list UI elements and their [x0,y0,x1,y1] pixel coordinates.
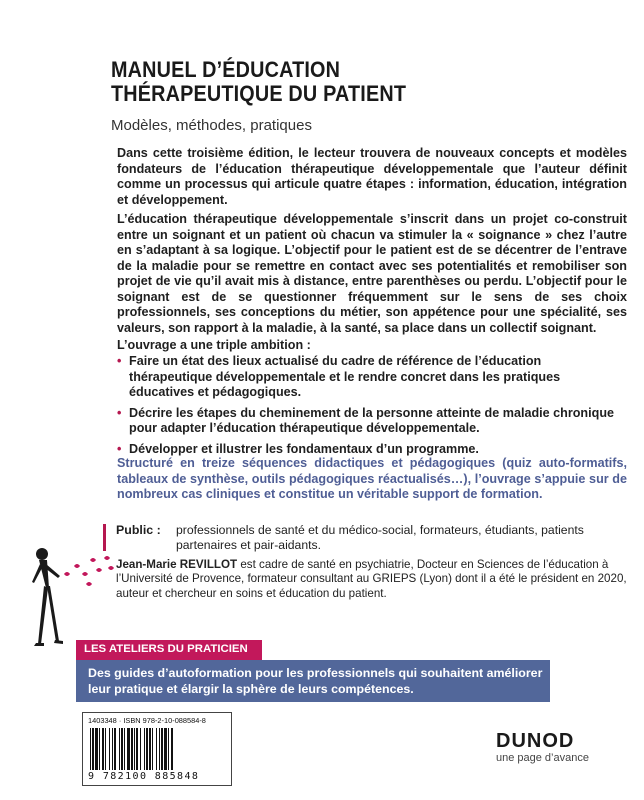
barcode-bar [131,728,133,770]
barcode-bar [146,728,148,770]
structure-highlight: Structuré en treize séquences didactiques et pédagogiques (quiz auto-formatifs, tableaux de synthèse, outils pédagogiques réactualisés…), l’ouvrage s’appuie sur de nombreux cas cliniques et constitue un véritable support de formation. [117,456,627,501]
barcode-bar [92,728,94,770]
book-title-line-1: MANUEL D’ÉDUCATION [111,57,341,82]
publisher-name: DUNOD [496,730,575,752]
barcode-bar [105,728,106,770]
ambition-item-3 [117,442,627,458]
publisher-tagline: une page d’avance [496,752,589,764]
isbn-barcode [82,712,232,786]
barcode-bar [140,728,141,770]
barcode-bar [159,728,160,770]
bullet-dot-icon: • [117,405,122,420]
isbn-reference: 1403348 · ISBN 978-2-10-088584-8 [88,716,206,725]
ambition-item-1 [117,354,627,401]
barcode-icon [88,728,226,770]
bullet-dot-icon: • [117,441,122,456]
collection-name: LES ATELIERS DU PRATICIEN [84,643,248,655]
walking-silhouette-icon [20,540,120,650]
barcode-bar [164,728,167,770]
barcode-bar [109,728,110,770]
barcode-bar [112,728,113,770]
barcode-bar [127,728,130,770]
publisher-logo [496,730,606,764]
barcode-bar [114,728,116,770]
blurb-paragraph-2: L’éducation thérapeutique développementale s’inscrit dans un projet co-construit entre un soignant et un patient où chacun va stimuler la « soignance » chez l’autre en s’adaptant à sa logique. L’objectif pour le patient est de se décentrer de l’entrave de la maladie pour se remettre en contact avec ses potentialités et remobiliser son projet de vie qu’il avait mis à distance, entre parenthèses ou perdu. L’objectif pour le soignant est de se questionner fréquemment sur le sens de ses choix professionnels, ses conceptions du métier, son appétence pour une spécialité, ses valeurs, son rapport à la maladie, à la santé, sa place dans un collectif soignant. [117,212,627,335]
book-subtitle: Modèles, méthodes, pratiques [111,117,312,134]
barcode-bar [124,728,125,770]
collection-description: Des guides d’autoformation pour les professionnels qui souhaitent améliorer leur pratique et élargir la sphère de leurs compétences. [88,666,543,696]
barcode-bar [171,728,173,770]
barcode-bar [119,728,120,770]
barcode-bar [99,728,100,770]
barcode-digits: 9 782100 885848 [88,771,200,782]
bullet-dot-icon: • [117,354,122,368]
barcode-bar [134,728,135,770]
barcode-bar [144,728,145,770]
ambition-item-text: Développer et illustrer les fondamentaux d’un programme. [129,441,479,456]
ambition-item-text: Faire un état des lieux actualisé du cadre de référence de l’éducation thérapeutique développementale et le rendre concret dans les pratiques éducatives et pédagogiques. [129,354,561,399]
barcode-bar [136,728,138,770]
barcode-bar [156,728,157,770]
ambition-list [117,354,627,462]
barcode-bar [168,728,169,770]
ambition-item-2 [117,406,627,437]
barcode-bar [90,728,91,770]
blurb-paragraph-1: Dans cette troisième édition, le lecteur trouvera de nouveaux concepts et modèles fondateurs de l’éducation thérapeutique développementale que l’auteur définit comme un processus qui articule quatre étapes : information, éducation, intégration et développement. [117,146,627,207]
book-title [111,58,406,106]
barcode-bar [161,728,163,770]
barcode-bar [102,728,104,770]
barcode-bar [95,728,98,770]
ambition-item-text: Décrire les étapes du cheminement de la personne atteinte de maladie chronique pour adapter l’éducation thérapeutique développementale. [129,405,615,435]
author-name: Jean-Marie REVILLOT [116,558,238,571]
public-description: professionnels de santé et du médico-social, formateurs, étudiants, patients partenaires et pair-aidants. [176,523,584,552]
author-bio-text: est cadre de santé en psychiatrie, Docteur en Sciences de l’éducation à l’Université de Provence, formateur consultant au GRIEPS (Lyon) dont il a été le président en 2020, auteur et chercheur en soins et éducation du patient. [116,558,627,600]
public-label: Public : [116,523,161,537]
author-bio [116,558,628,601]
blurb-paragraph-3: L’ouvrage a une triple ambition : [117,338,311,352]
barcode-bar [121,728,123,770]
collection-description-box [76,660,550,702]
barcode-bar [149,728,151,770]
collection-banner [76,640,262,660]
book-title-line-2: THÉRAPEUTIQUE DU PATIENT [111,81,407,106]
barcode-bar [152,728,153,770]
